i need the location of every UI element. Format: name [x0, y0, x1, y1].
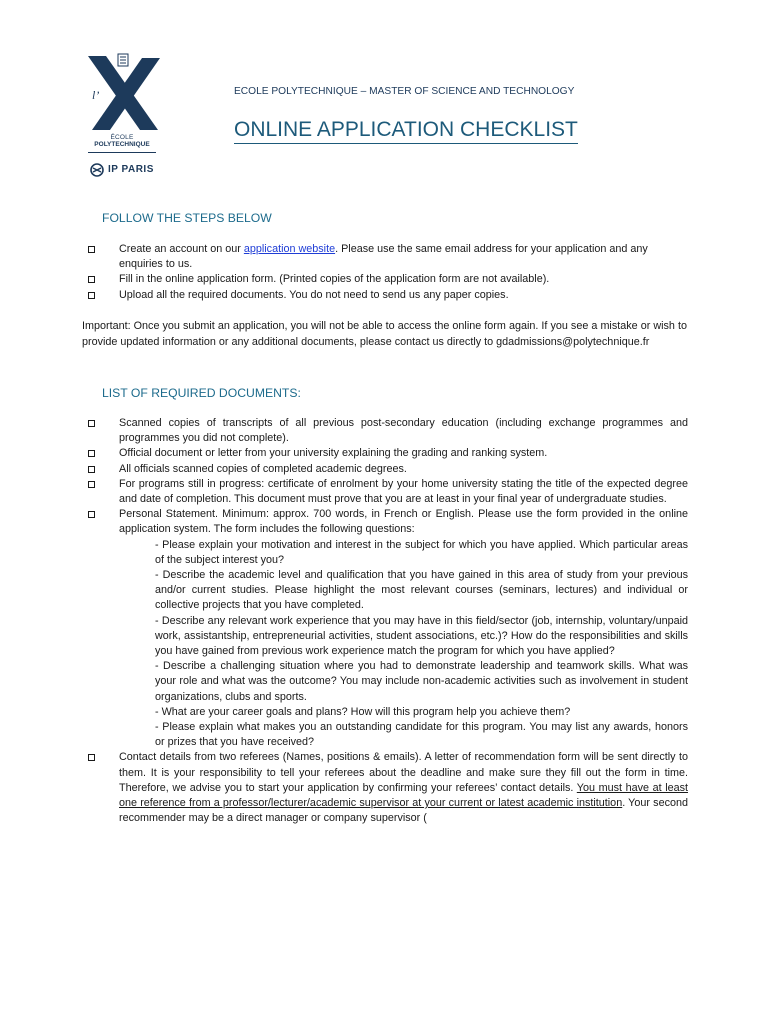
document-text: Personal Statement. Minimum: approx. 700 words, in French or English. Please use the form provided in the online application system. The form includes the following questions:: [119, 508, 688, 536]
question-2: - Describe the academic level and qualification that you have gained in this area of study from your previous and/or current studies. Please highlight the most relevant courses (seminars, lectures) and individual or collective projects that you have completed.: [155, 569, 688, 612]
list-item: [88, 446, 688, 461]
documents-list: [88, 416, 688, 826]
step-text: Create an account on our: [119, 243, 244, 255]
list-item: [88, 288, 688, 303]
checkbox-icon: [88, 246, 95, 253]
question-1: - Please explain your motivation and interest in the subject for which you have applied. Which particular areas of the subject interest you?: [155, 538, 688, 566]
logo-ecole-text: ÉCOLE: [110, 134, 134, 141]
question-4: - Describe a challenging situation where you had to demonstrate leadership and teamwork skills. What was your role and what was the outcome? You may include non-academic activities such as involvement in student organizations, clubs and sports.: [155, 660, 688, 703]
checkbox-icon: [88, 292, 95, 299]
documents-heading: LIST OF REQUIRED DOCUMENTS:: [102, 386, 301, 400]
steps-list: [88, 242, 688, 303]
list-item: [88, 242, 688, 272]
checkbox-icon: [88, 450, 95, 457]
question-5: - What are your career goals and plans? How will this program help you achieve them?: [155, 705, 571, 718]
list-item: [88, 507, 688, 750]
list-item: [88, 272, 688, 287]
document-text: Official document or letter from your university explaining the grading and ranking system.: [119, 447, 548, 460]
checkbox-icon: [88, 420, 95, 427]
logo-polytechnique-text: POLYTECHNIQUE: [94, 141, 150, 148]
header-subtitle: ECOLE POLYTECHNIQUE – MASTER OF SCIENCE AND TECHNOLOGY: [234, 86, 575, 97]
logo-l-letter: l’: [92, 88, 100, 102]
checkbox-icon: [88, 466, 95, 473]
ecole-polytechnique-logo: [84, 52, 164, 182]
step-text: Fill in the online application form. (Printed copies of the application form are not available).: [119, 273, 550, 286]
important-note: Important: Once you submit an application, you will not be able to access the online form again. If you see a mistake or wish to provide updated information or any additional documents, please contact us directly to gdadmissions@polytechnique.fr: [82, 320, 687, 348]
steps-heading: FOLLOW THE STEPS BELOW: [102, 211, 272, 225]
step-text: . Please use the same email address for your application and any enquiries to us.: [119, 243, 648, 271]
list-item: [88, 416, 688, 446]
checkbox-icon: [88, 754, 95, 761]
ip-paris-globe-icon: [90, 163, 104, 177]
logo-divider: [88, 152, 156, 153]
document-text: Contact details from two referees (Names, positions & emails). A letter of recommendation form will be sent directly to them. It is your responsibility to tell your referees about the deadline and make sure they fill out the form in time. Therefore, we advise you to start your application by confirming your referees’ contact details.: [119, 751, 688, 794]
document-text: All officials scanned copies of completed academic degrees.: [119, 462, 407, 475]
question-3: - Describe any relevant work experience that you may have in this field/sector (job, internship, voluntary/unpaid work, assistantship, entrepreneurial activities, student associations, etc.)? How do the responsibilities and skills you have gained from previous work experience match the program for which you have applied?: [155, 614, 688, 658]
ip-paris-text: IP PARIS: [108, 164, 154, 175]
checkbox-icon: [88, 511, 95, 518]
checkbox-icon: [88, 481, 95, 488]
list-item: [88, 477, 688, 507]
application-website-link[interactable]: application website: [243, 243, 336, 255]
list-item: [88, 462, 688, 477]
question-6: - Please explain what makes you an outstanding candidate for this program. You may list any awards, honors or prizes that you have received?: [155, 721, 688, 749]
page-title: ONLINE APPLICATION CHECKLIST: [234, 118, 578, 144]
step-text: Upload all the required documents. You do not need to send us any paper copies.: [119, 288, 509, 301]
checkbox-icon: [88, 276, 95, 283]
document-text: . Your second recommender may be a direct manager or company supervisor (: [119, 797, 688, 825]
document-text: For programs still in progress: certificate of enrolment by your home university stating the title of the expected degree and date of completion. This document must prove that you are at least in your final year of undergraduate studies.: [119, 477, 688, 506]
document-text: Scanned copies of transcripts of all previous post-secondary education (including exchange programmes and programmes you did not complete).: [119, 417, 688, 445]
list-item: [88, 750, 688, 826]
reference-requirement: You must have at least one reference from a professor/lecturer/academic supervisor at your current or latest academic institution: [119, 781, 689, 810]
